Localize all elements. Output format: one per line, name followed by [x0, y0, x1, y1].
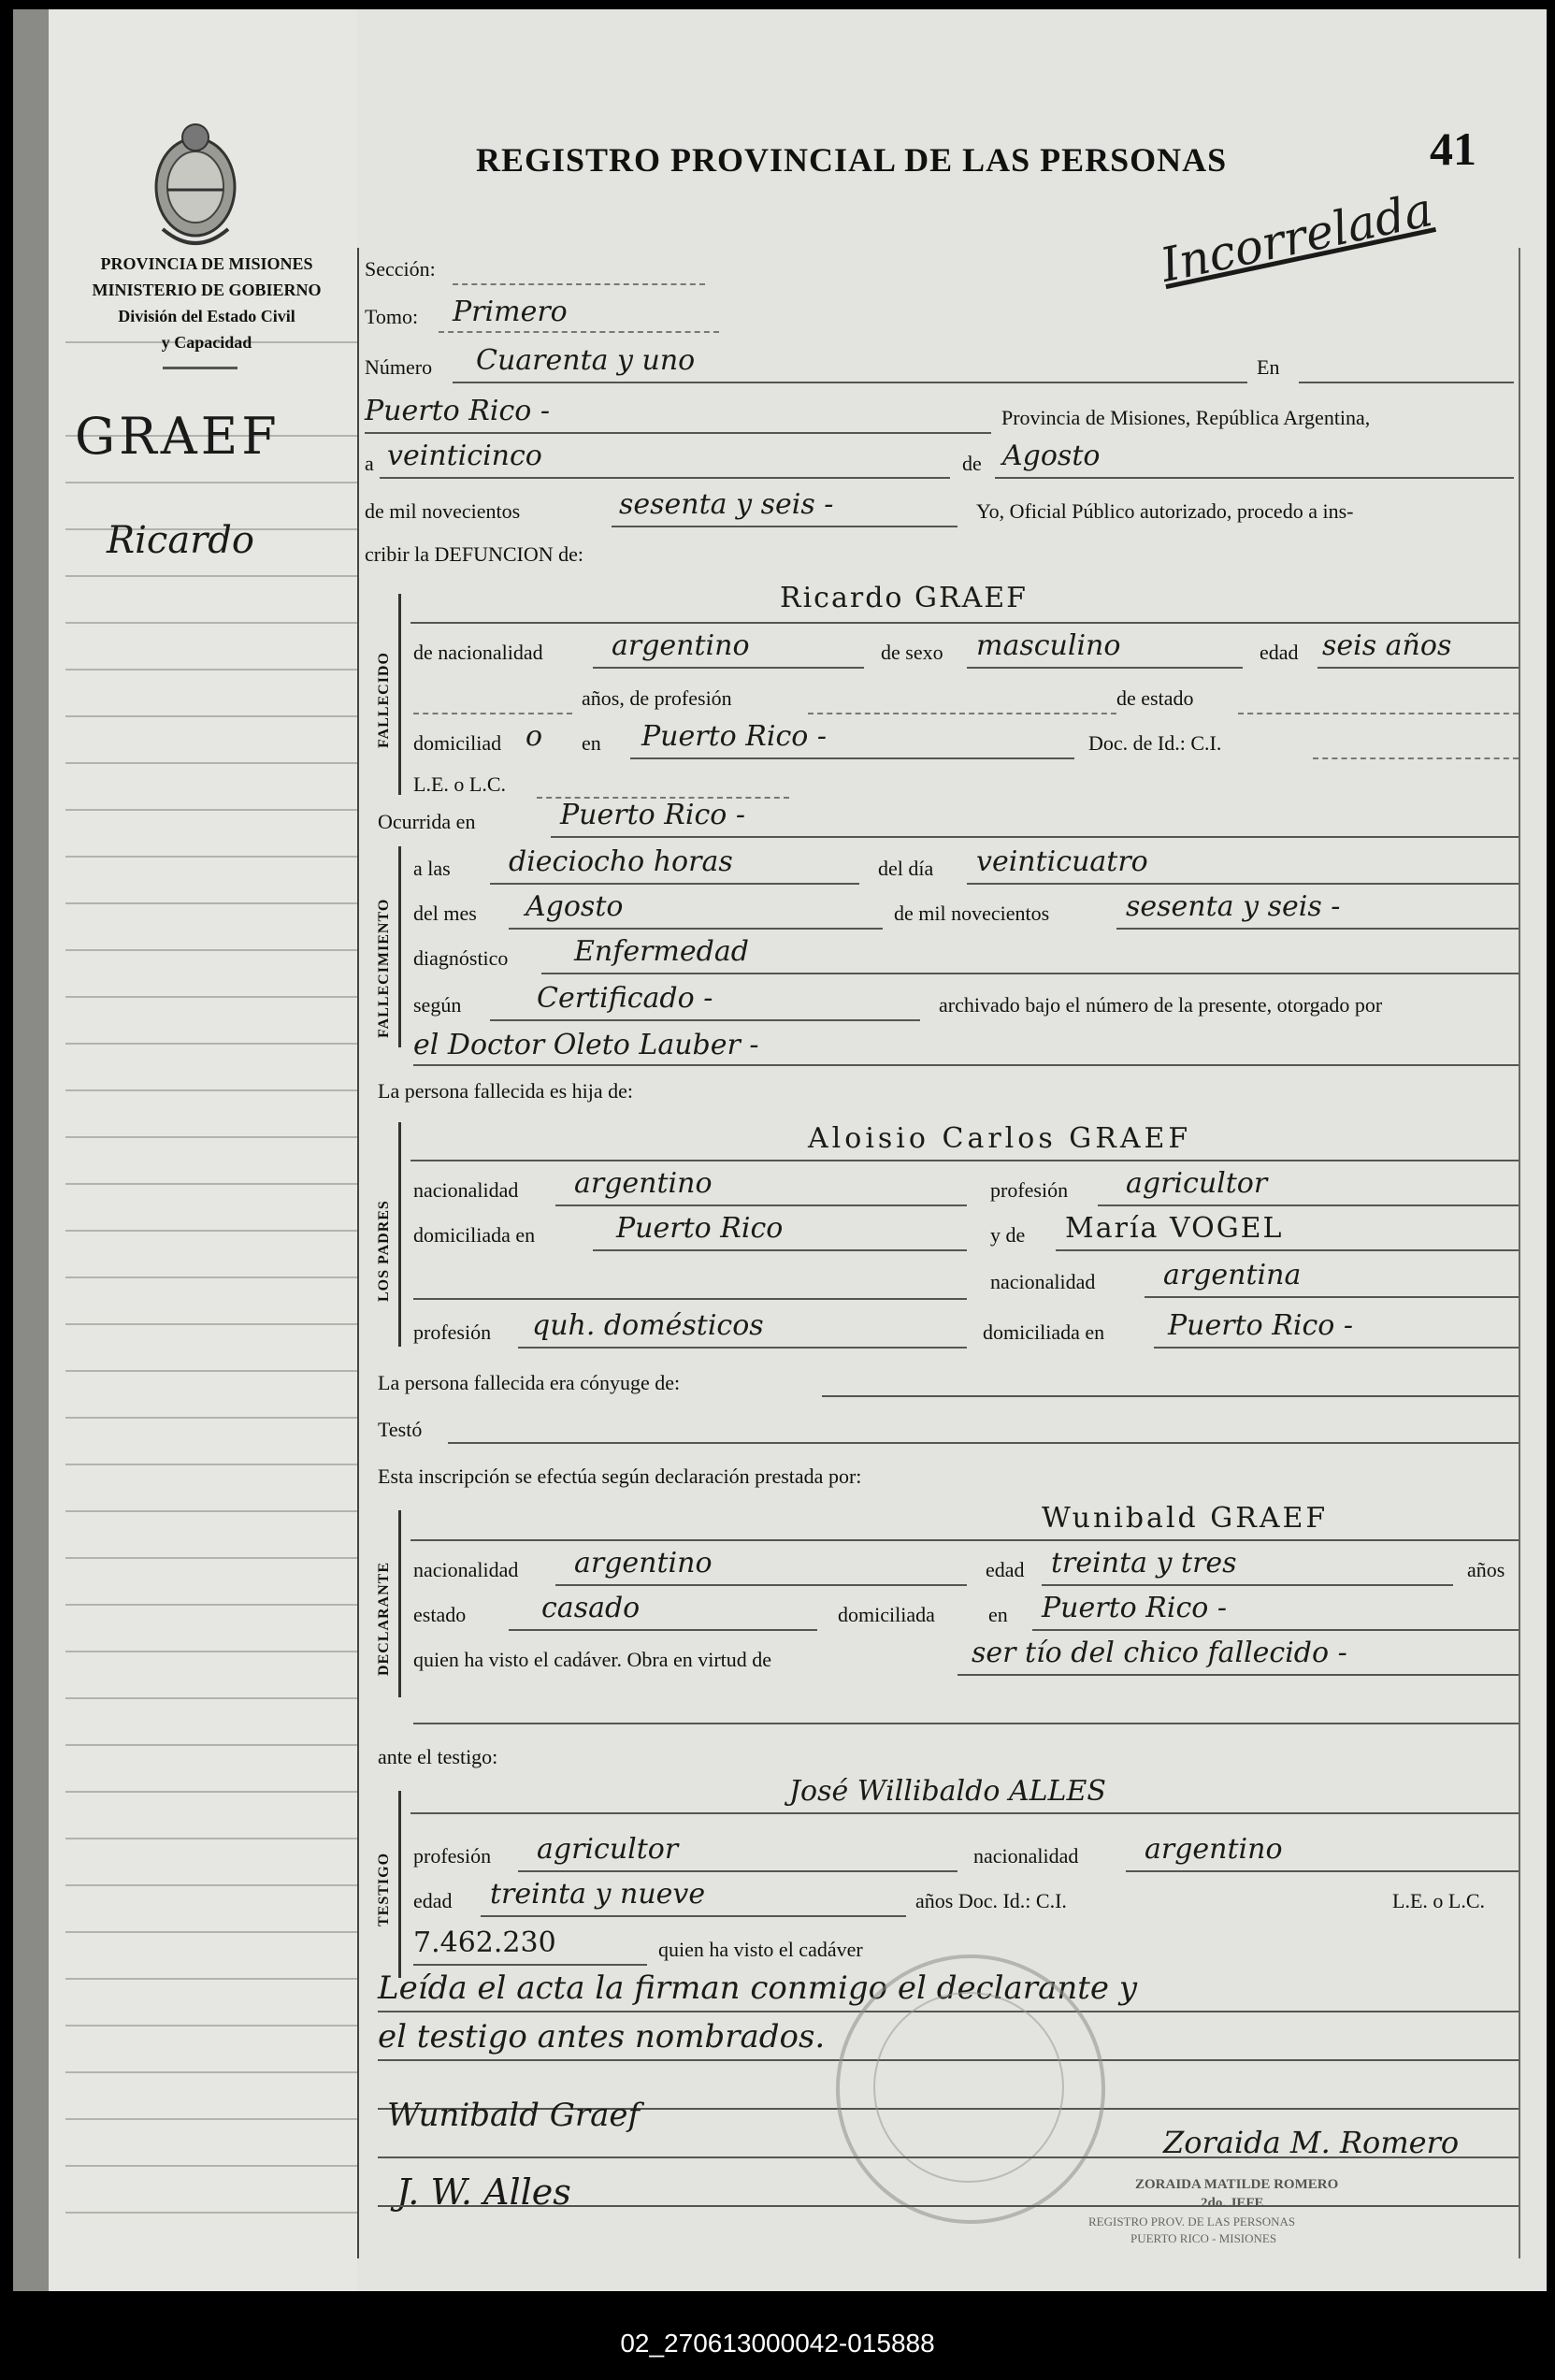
padre-nacionalidad-label: nacionalidad [413, 1178, 519, 1202]
provincia-label: Provincia de Misiones, República Argentina, [1001, 406, 1371, 429]
padres-side-label: LOS PADRES [376, 1200, 392, 1302]
domiciliad-label: domiciliad [413, 731, 502, 755]
declarante-nacionalidad-label: nacionalidad [413, 1558, 519, 1581]
testigo-edad-label: edad [413, 1889, 453, 1912]
padre-domicilio-label: domiciliada en [413, 1223, 536, 1247]
medico-value: el Doctor Oleto Lauber - [413, 1029, 759, 1061]
declarante-en-label: en [988, 1603, 1008, 1626]
seal-line-4: PUERTO RICO - MISIONES [1130, 2231, 1277, 2245]
del-dia-label: del día [878, 857, 934, 880]
oficial-label: Yo, Oficial Público autorizado, procedo a ins- [976, 499, 1354, 523]
testigo-anos-doc-label: años Doc. Id.: C.I. [915, 1889, 1067, 1912]
cribir-label: cribir la DEFUNCION de: [365, 542, 584, 566]
edad-value: seis años [1322, 629, 1452, 662]
en-label: En [1257, 355, 1280, 379]
declarante-estado-label: estado [413, 1603, 467, 1626]
quien-visto-label-2: quien ha visto el cadáver [658, 1938, 863, 1961]
hija-de-label: La persona fallecida es hija de: [378, 1079, 634, 1103]
ocurrida-label: Ocurrida en [378, 810, 476, 833]
en-label-2: en [582, 731, 601, 755]
testigo-nacionalidad-label: nacionalidad [973, 1844, 1079, 1868]
agency-line-3: División del Estado Civil [118, 307, 295, 325]
declarante-estado-value: casado [541, 1592, 641, 1624]
madre-domicilio-label: domiciliada en [983, 1320, 1105, 1344]
closing-line-2: el testigo antes nombrados. [378, 2018, 826, 2055]
madre-nacionalidad-label: nacionalidad [990, 1270, 1096, 1293]
padre-name: Aloisio Carlos GRAEF [808, 1122, 1192, 1155]
testigo-nacionalidad-value: argentino [1145, 1833, 1283, 1866]
de-mil-label-2: de mil novecientos [894, 902, 1050, 925]
declarante-edad-label: edad [986, 1558, 1025, 1581]
testigo-doc-value: 7.462.230 [413, 1926, 556, 1959]
nacionalidad-label: de nacionalidad [413, 641, 543, 664]
ante-testigo-label: ante el testigo: [378, 1745, 498, 1768]
testigo-edad-value: treinta y nueve [490, 1878, 706, 1911]
margin-given-name: Ricardo [107, 519, 254, 562]
domicilio-suffix: o [526, 720, 543, 753]
margin-surname: GRAEF [75, 407, 281, 466]
segun-label: según [413, 993, 462, 1017]
tomo-label: Tomo: [365, 305, 419, 328]
madre-domicilio-value: Puerto Rico - [1168, 1309, 1353, 1342]
anio-fallec-value: sesenta y seis - [1126, 890, 1341, 923]
diagnostico-value: Enfermedad [574, 935, 749, 968]
a-las-label: a las [413, 857, 451, 880]
declarante-nacionalidad-value: argentino [574, 1547, 713, 1579]
segun-value: Certificado - [537, 982, 713, 1015]
dia-value: veinticinco [387, 440, 542, 472]
testo-label: Testó [378, 1418, 423, 1441]
madre-nacionalidad-value: argentina [1163, 1259, 1302, 1291]
nacionalidad-value: argentino [612, 629, 750, 662]
y-de-label: y de [990, 1223, 1026, 1247]
declarante-virtud-value: ser tío del chico fallecido - [972, 1637, 1347, 1669]
register-page [13, 9, 1547, 2291]
quien-visto-label: quien ha visto el cadáver. Obra en virtud de [413, 1648, 772, 1671]
diagnostico-label: diagnóstico [413, 946, 509, 970]
fallecimiento-side-label: FALLECIMIENTO [376, 898, 392, 1038]
closing-line-1: Leída el acta la firman conmigo el declarante y [378, 1969, 1138, 2007]
padre-profesion-label: profesión [990, 1178, 1069, 1202]
seal-title: 2do. JEFE [1201, 2196, 1264, 2211]
anio-value: sesenta y seis - [619, 488, 834, 521]
inscripcion-label: Esta inscripción se efectúa según declaración prestada por: [378, 1464, 862, 1488]
lugar-value: Puerto Rico - [365, 395, 550, 427]
corner-annotation: Incorrelada [1156, 181, 1437, 294]
fallecido-side-label: FALLECIDO [376, 652, 392, 748]
madre-profesion-label: profesión [413, 1320, 492, 1344]
seal-line-3: REGISTRO PROV. DE LAS PERSONAS [1088, 2214, 1296, 2229]
oficial-signature: Zoraida M. Romero [1163, 2125, 1460, 2160]
page-number: 41 [1430, 123, 1476, 175]
padre-domicilio-value: Puerto Rico [616, 1212, 784, 1245]
padre-nacionalidad-value: argentino [574, 1167, 713, 1200]
testigo-signature: J. W. Alles [396, 2171, 571, 2213]
seccion-label: Sección: [365, 257, 436, 281]
hora-value: dieciocho horas [509, 845, 733, 878]
mes-fallec-value: Agosto [526, 890, 624, 923]
agency-line-1: PROVINCIA DE MISIONES [100, 254, 313, 273]
testigo-profesion-value: agricultor [537, 1833, 679, 1866]
sexo-value: masculino [976, 629, 1121, 662]
page-title: REGISTRO PROVINCIAL DE LAS PERSONAS [476, 141, 1228, 179]
declarante-name: Wunibald GRAEF [1042, 1502, 1329, 1535]
declarante-side-label: DECLARANTE [376, 1561, 392, 1676]
conyuge-label: La persona fallecida era cónyuge de: [378, 1371, 681, 1394]
coat-of-arms-emblem [144, 117, 247, 257]
declarante-signature: Wunibald Graef [387, 2097, 641, 2134]
seal-name: ZORAIDA MATILDE ROMERO [1135, 2177, 1339, 2192]
edad-label: edad [1260, 641, 1299, 664]
sexo-label: de sexo [881, 641, 943, 664]
scan-file-id: 02_270613000042-015888 [620, 2329, 935, 2358]
de-label: de [962, 452, 982, 475]
dia-fallec-value: veinticuatro [976, 845, 1148, 878]
ocurrida-value: Puerto Rico - [560, 799, 745, 831]
a-label: a [365, 452, 374, 475]
agency-line-4: y Capacidad [161, 333, 252, 352]
tomo-value: Primero [453, 296, 568, 328]
declarante-domicilio-value: Puerto Rico - [1042, 1592, 1227, 1624]
estado-label: de estado [1116, 686, 1194, 710]
testigo-name: José Willibaldo ALLES [789, 1775, 1106, 1808]
official-seal-stamp [836, 1954, 1105, 2224]
declarante-anos-label: años [1467, 1558, 1505, 1581]
mes-value: Agosto [1002, 440, 1101, 472]
numero-label: Número [365, 355, 433, 379]
fallecido-name: Ricardo GRAEF [780, 582, 1028, 614]
declarante-edad-value: treinta y tres [1051, 1547, 1237, 1579]
doc-id-label: Doc. de Id.: C.I. [1088, 731, 1222, 755]
le-lc-label: L.E. o L.C. [413, 772, 506, 796]
de-mil-label: de mil novecientos [365, 499, 521, 523]
archivado-label: archivado bajo el número de la presente, otorgado por [939, 993, 1383, 1017]
madre-name: María VOGEL [1065, 1212, 1284, 1245]
domicilio-value: Puerto Rico - [641, 720, 827, 753]
madre-profesion-value: quh. domésticos [532, 1309, 764, 1342]
anos-profesion-label: años, de profesión [582, 686, 732, 710]
agency-line-2: MINISTERIO DE GOBIERNO [92, 281, 322, 299]
padre-profesion-value: agricultor [1126, 1167, 1268, 1200]
testigo-side-label: TESTIGO [376, 1852, 392, 1926]
testigo-le-lc-label: L.E. o L.C. [1392, 1889, 1485, 1912]
declarante-domicilio-label: domiciliada [838, 1603, 935, 1626]
testigo-profesion-label: profesión [413, 1844, 492, 1868]
book-spine [13, 9, 49, 2291]
numero-value: Cuarenta y uno [476, 344, 696, 377]
del-mes-label: del mes [413, 902, 477, 925]
